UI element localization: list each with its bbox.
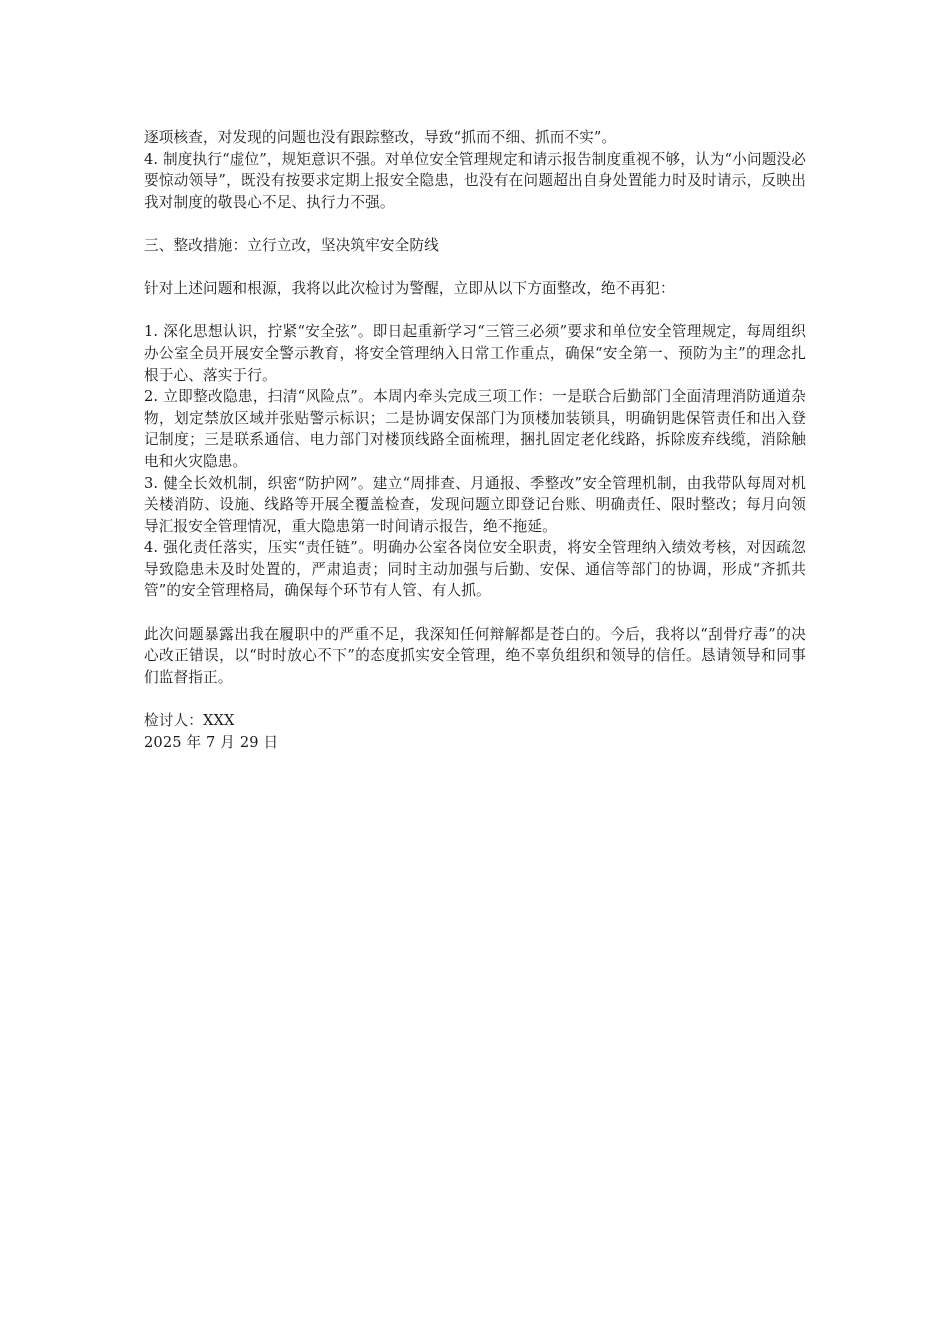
section-intro: 针对上述问题和根源，我将以此次检讨为警醒，立即从以下方面整改，绝不再犯： [144,280,675,298]
spacer [144,257,806,279]
measure-item-1: 1. 深化思想认识，拧紧“安全弦”。即日起重新学习“三管三必须”要求和单位安全管理规定，每周组织办公室全员开展安全警示教育，将安全管理纳入日常工作重点，确保“安全第一、预防为主”的理念扎根于心、落实于行。 [144,323,806,384]
closing-paragraph: 此次问题暴露出我在履职中的严重不足，我深知任何辩解都是苍白的。今后，我将以“刮骨疗毒”的决心改正错误，以“时时放心不下”的态度抓实安全管理，绝不辜负组织和领导的信任。恳请领导和同事们监督指正。 [144,625,806,686]
measure-item-3: 3. 健全长效机制，织密“防护网”。建立“周排查、月通报、季整改”安全管理机制，由我带队每周对机关楼消防、设施、线路等开展全覆盖检查，发现问题立即登记台账、明确责任、限时整改；每月向领导汇报安全管理情况，重大隐患第一时间请示报告，绝不拖延。 [144,474,806,535]
spacer [144,688,806,710]
signature: 检讨人：XXX [144,712,235,730]
spacer [144,300,806,322]
paragraph-issue-4: 4. 制度执行“虚位”，规矩意识不强。对单位安全管理规定和请示报告制度重视不够，认为“小问题没必要惊动领导”，既没有按要求定期上报安全隐患，也没有在问题超出自身处置能力时及时请示，反映出我对制度的敬畏心不足、执行力不强。 [144,150,806,211]
paragraph-continuation: 逐项核查，对发现的问题也没有跟踪整改，导致“抓而不细、抓而不实”。 [144,129,617,146]
measure-item-4: 4. 强化责任落实，压实“责任链”。明确办公室各岗位安全职责，将安全管理纳入绩效考核，对因疏忽导致隐患未及时处置的，严肃追责；同时主动加强与后勤、安保、通信等部门的协调，形成“齐抓共管”的安全管理格局，确保每个环节有人管、有人抓。 [144,539,806,600]
spacer [144,213,806,235]
section-heading: 三、整改措施：立行立改，坚决筑牢安全防线 [144,236,439,254]
spacer [144,602,806,624]
date: 2025 年 7 月 29 日 [144,733,279,751]
measure-item-2: 2. 立即整改隐患，扫清“风险点”。本周内牵头完成三项工作：一是联合后勤部门全面清理消防通道杂物，划定禁放区域并张贴警示标识；二是协调安保部门为顶楼加装锁具，明确钥匙保管责任和出入登记制度；三是联系通信、电力部门对楼顶线路全面梳理，捆扎固定老化线路，拆除废弃线缆，消除触电和火灾隐患。 [144,388,806,470]
document-page [144,127,806,753]
